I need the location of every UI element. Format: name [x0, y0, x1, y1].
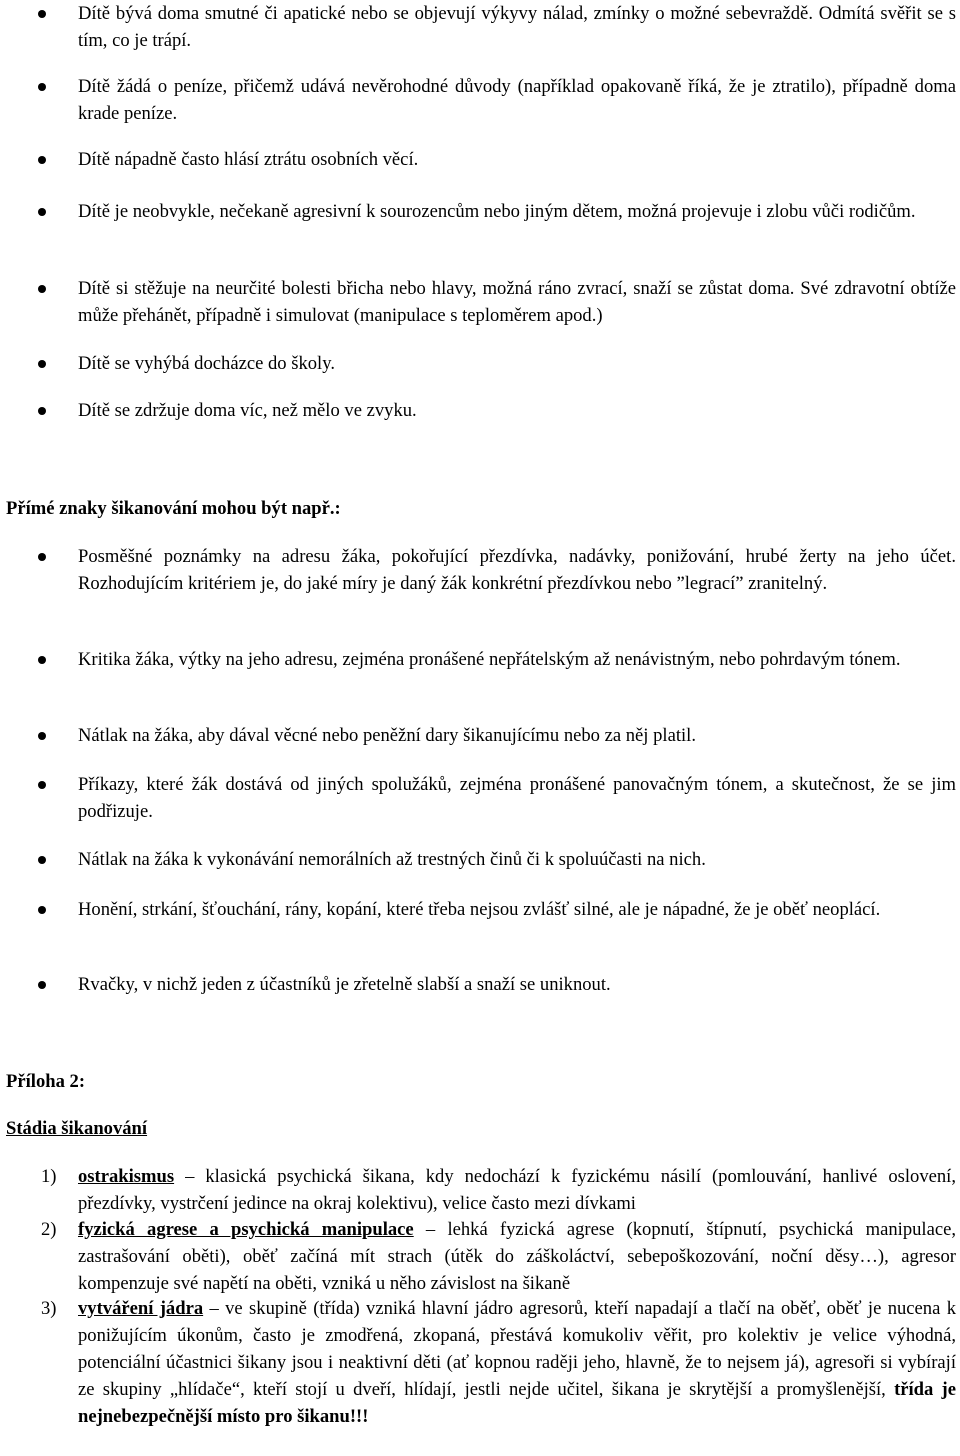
bullet-icon	[38, 208, 46, 216]
bullet-icon	[38, 10, 46, 18]
list-item-text: Dítě se vyhýbá docházce do školy.	[78, 353, 335, 374]
bullet-icon	[38, 732, 46, 740]
bullet-icon	[38, 856, 46, 864]
list-item-text: Dítě žádá o peníze, přičemž udává nevěrohodné důvody (například opakovaně říká, že je ztratilo), případně doma krade peníze.	[78, 76, 956, 124]
list-item-text: Dítě nápadně často hlásí ztrátu osobních věcí.	[78, 149, 419, 170]
stage-description: – lehká fyzická agrese (kopnutí, štípnutí, psychická manipulace, zastrašování oběti), oběť začíná mít strach (útěk do záškoláctví, sebepoškozování, noční děsy…), agresor kompenzuje své napětí na oběti, vzniká u něho závislost na šikaně	[78, 1219, 956, 1294]
list-item-text: Nátlak na žáka, aby dával věcné nebo peněžní dary šikanujícímu nebo za něj platil.	[78, 725, 696, 746]
list-item	[78, 896, 956, 923]
list-item	[78, 275, 956, 329]
appendix-title: Stádia šikanování	[6, 1118, 148, 1139]
list-item-text: Honění, strkání, šťouchání, rány, kopání, které třeba nejsou zvlášť silné, ale je nápadné, že je oběť neoplácí.	[78, 899, 881, 920]
list-item-text: Kritika žáka, výtky na jeho adresu, zejména pronášené nepřátelským až nenávistným, nebo pohrdavým tónem.	[78, 649, 901, 670]
list-item	[78, 722, 956, 749]
bullet-icon	[38, 83, 46, 91]
list-item	[78, 971, 956, 998]
bullet-icon	[38, 285, 46, 293]
list-item-text: Dítě si stěžuje na neurčité bolesti břicha nebo hlavy, možná ráno zvrací, snaží se zůstat doma. Své zdravotní obtíže může přehánět, případně i simulovat (manipulace s teploměrem apod.)	[78, 278, 956, 326]
stage-number: 1)	[41, 1166, 57, 1187]
bullet-icon	[38, 906, 46, 914]
bullet-icon	[38, 407, 46, 415]
stage-term: fyzická agrese a psychická manipulace	[78, 1219, 414, 1240]
bullet-icon	[38, 981, 46, 989]
stage-description: – ve skupině (třída) vzniká hlavní jádro agresorů, kteří napadají a tlačí na oběť, oběť je nucena k ponižujícím úkonům, často je zmodřená, zkopaná, přestává komukoliv věřit, pro kolektiv je velice výhodná, potenciální účastnici šikany jsou i neaktivní děti (ať kopnou raději jeho, hlavně, že to nejsem já), agresoři si vybírají ze skupiny „hlídače“, kteří stojí u dveří, hlídají, jestli nejde učitel, šikana je skrytější a promyšlenější,	[78, 1298, 956, 1400]
list-item	[78, 646, 956, 673]
stage-description: – klasická psychická šikana, kdy nedochází k fyzickému násilí (pomlouvání, hanlivé oslovení, přezdívky, vystrčení jedince na okraj kolektivu), velice často mezi dívkami	[78, 1166, 956, 1214]
list-item	[78, 846, 956, 873]
list-item	[78, 397, 956, 424]
appendix-label: Příloha 2:	[6, 1071, 86, 1092]
stage-term: ostrakismus	[78, 1166, 175, 1187]
list-item	[78, 350, 956, 377]
bullet-icon	[38, 781, 46, 789]
list-item	[78, 543, 956, 597]
list-item	[78, 0, 956, 54]
list-item-text: Dítě se zdržuje doma víc, než mělo ve zvyku.	[78, 400, 417, 421]
stage-emphasis: třída je nejnebezpečnější místo pro šikanu!!!	[78, 1379, 956, 1427]
bullet-icon	[38, 360, 46, 368]
stage-number: 2)	[41, 1219, 57, 1240]
list-item	[78, 73, 956, 127]
bullet-icon	[38, 553, 46, 561]
list-item-text: Nátlak na žáka k vykonávání nemorálních až trestných činů či k spoluúčasti na nich.	[78, 849, 706, 870]
list-item-text: Příkazy, které žák dostává od jiných spolužáků, zejména pronášené panovačným tónem, a skutečnost, že se jim podřizuje.	[78, 774, 956, 822]
stage-item	[41, 1163, 956, 1217]
stage-number: 3)	[41, 1298, 57, 1319]
bullet-icon	[38, 656, 46, 664]
stage-item	[41, 1216, 956, 1297]
list-item-text: Dítě bývá doma smutné či apatické nebo se objevují výkyvy nálad, zmínky o možné sebevraždě. Odmítá svěřit se s tím, co je trápí.	[78, 3, 956, 51]
list-item	[78, 771, 956, 825]
bullet-icon	[38, 156, 46, 164]
list-item	[78, 146, 956, 173]
list-item-text: Rvačky, v nichž jeden z účastníků je zřetelně slabší a snaží se uniknout.	[78, 974, 611, 995]
list-item-text: Dítě je neobvykle, nečekaně agresivní k sourozencům nebo jiným dětem, možná projevuje i zlobu vůči rodičům.	[78, 201, 916, 222]
stage-item	[41, 1295, 956, 1430]
list-item-text: Posměšné poznámky na adresu žáka, pokořující přezdívka, nadávky, ponižování, hrubé žerty na jeho účet. Rozhodujícím kritériem je, do jaké míry je daný žák konkrétní přezdívkou nebo ”legrací” zranitelný.	[78, 546, 956, 594]
stage-term: vytváření jádra	[78, 1298, 204, 1319]
section-heading: Přímé znaky šikanování mohou být např.:	[6, 498, 341, 519]
list-item	[78, 198, 956, 225]
